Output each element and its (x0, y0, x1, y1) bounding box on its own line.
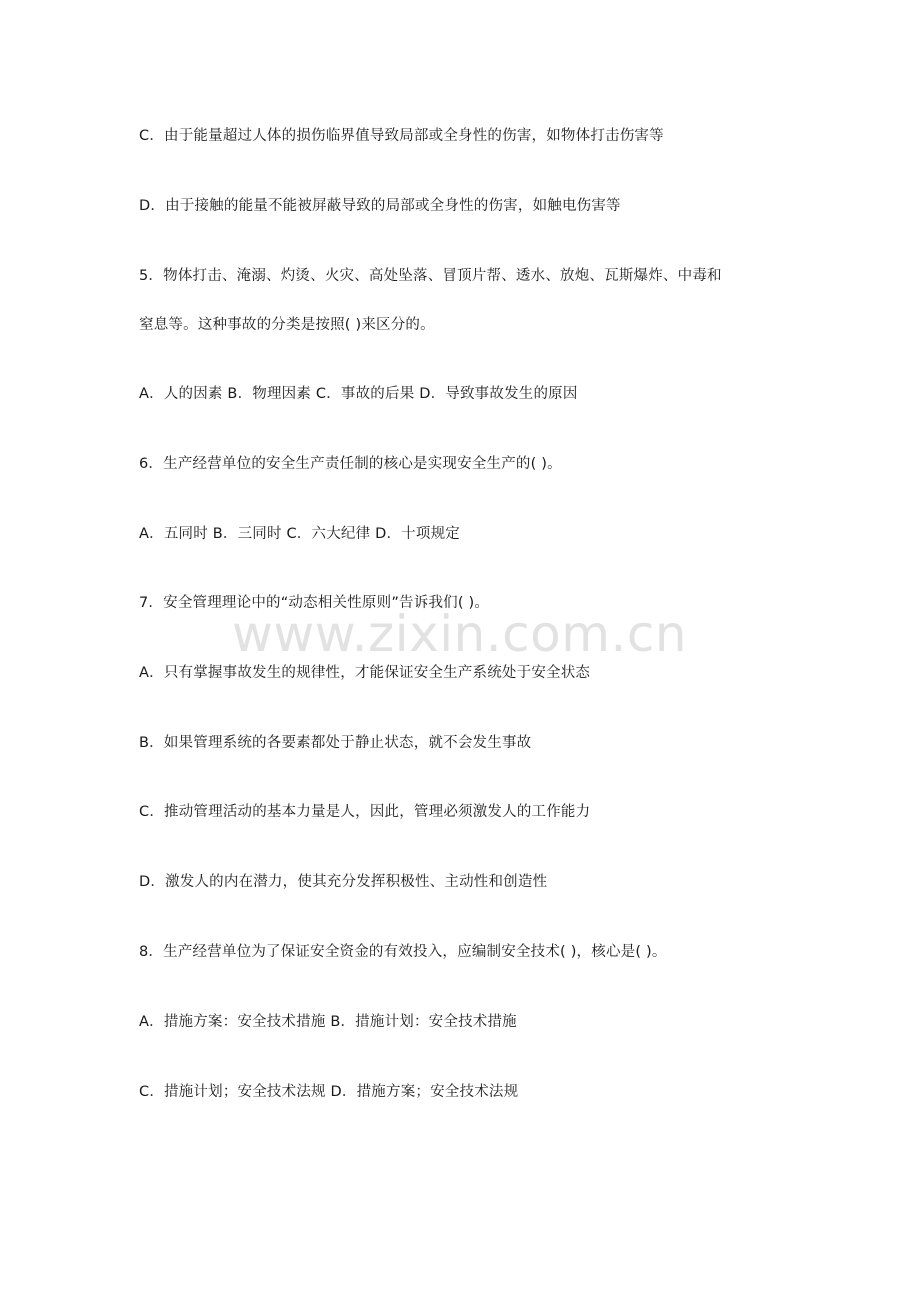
question-6: 6．生产经营单位的安全生产责任制的核心是实现安全生产的( )。 (139, 456, 562, 472)
question-8-options-cd: C．措施计划；安全技术法规 D．措施方案；安全技术法规 (139, 1084, 519, 1100)
option-4c: C．由于能量超过人体的损伤临界值导致局部或全身性的伤害，如物体打击伤害等 (139, 128, 664, 144)
question-5-options: A．人的因素 B．物理因素 C．事故的后果 D．导致事故发生的原因 (139, 386, 578, 402)
question-6-options: A．五同时 B．三同时 C．六大纪律 D．十项规定 (139, 526, 460, 542)
question-7: 7．安全管理理论中的“动态相关性原则”告诉我们( )。 (139, 595, 490, 611)
watermark: www.zixin.com.cn (232, 605, 688, 663)
option-4d: D．由于接触的能量不能被屏蔽导致的局部或全身性的伤害，如触电伤害等 (139, 198, 621, 214)
question-8: 8．生产经营单位为了保证安全资金的有效投入，应编制安全技术( )，核心是( )。 (139, 944, 667, 960)
question-5-line-2: 窒息等。这种事故的分类是按照( )来区分的。 (139, 317, 435, 333)
option-7a: A．只有掌握事故发生的规律性，才能保证安全生产系统处于安全状态 (139, 665, 591, 681)
option-7b: B．如果管理系统的各要素都处于静止状态，就不会发生事故 (139, 735, 532, 751)
question-8-options-ab: A．措施方案：安全技术措施 B．措施计划：安全技术措施 (139, 1014, 517, 1030)
option-7c: C．推动管理活动的基本力量是人，因此，管理必须激发人的工作能力 (139, 804, 591, 820)
option-7d: D．激发人的内在潜力，使其充分发挥积极性、主动性和创造性 (139, 874, 548, 890)
question-5-line-1: 5．物体打击、淹溺、灼烫、火灾、高处坠落、冒顶片帮、透水、放炮、瓦斯爆炸、中毒和 (139, 268, 722, 284)
